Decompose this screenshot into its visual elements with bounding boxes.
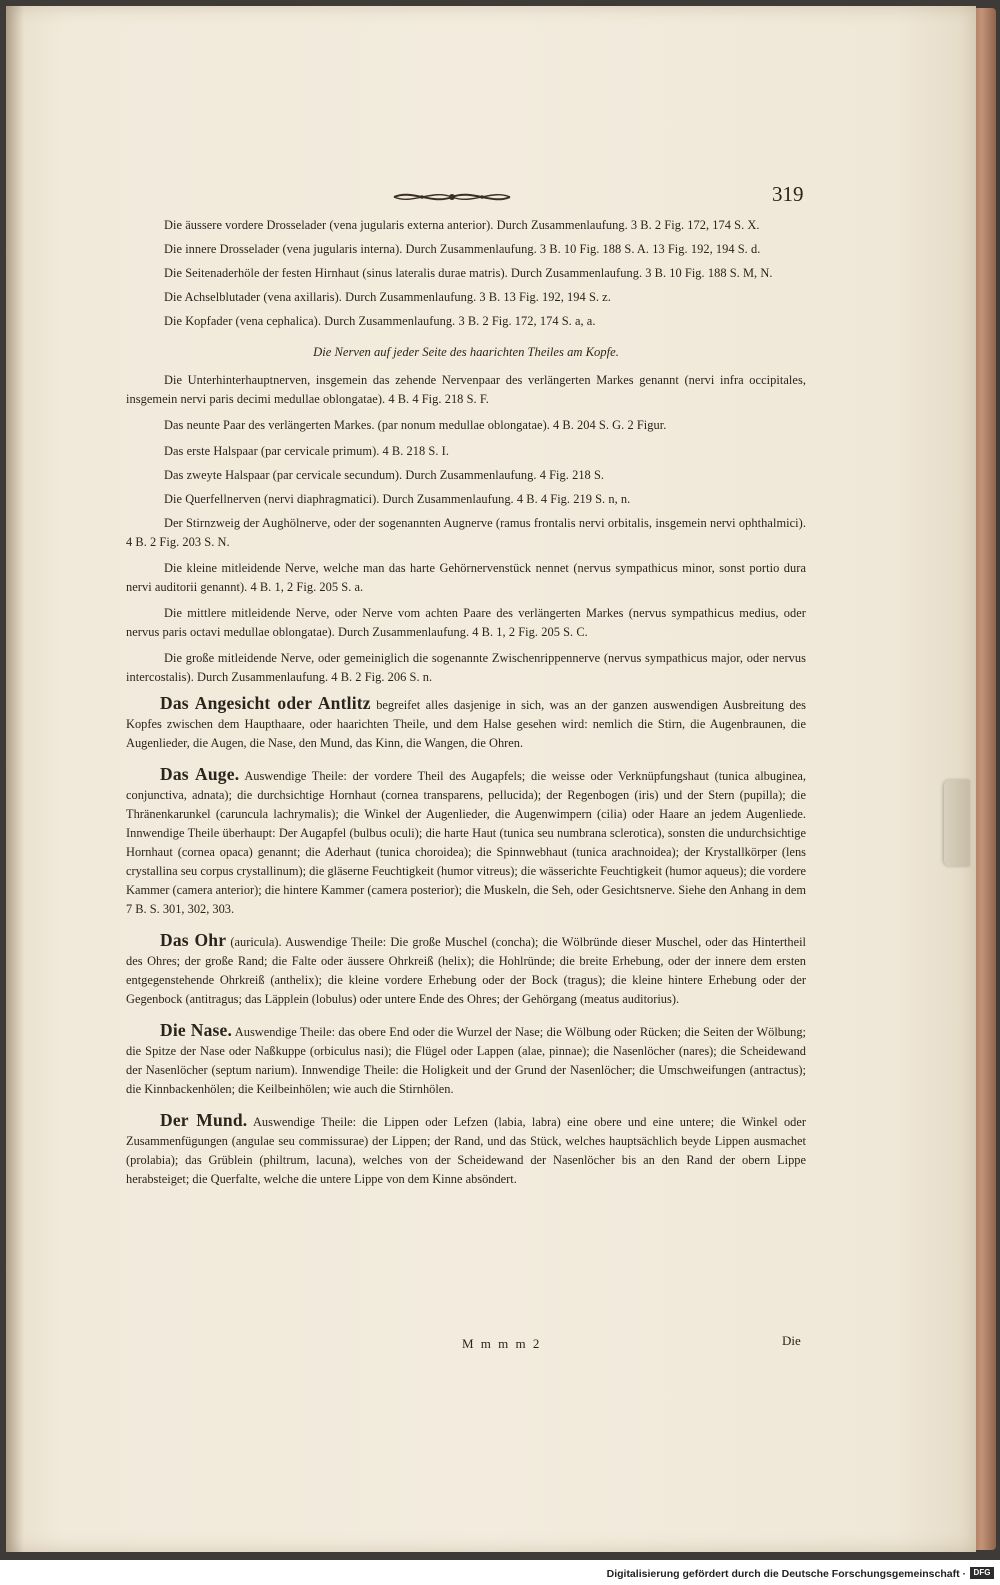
section-heading: Der Mund. — [160, 1110, 248, 1130]
section-text: Auswendige Theile: die Lippen oder Lefzen (labia, labra) eine obere und eine untere; die Winkel oder Zusammenfügungen (angulae seu commissurae) der Lippen; der Rand, und das Stück, welches hauptsächlich beyde Lippen ausmachet (prolabia); das Grüblein (philtrum, lacuna), welches von der Scheidewand der Nasenlöcher bis an den Rand der obern Lippe herabsteiget; die Querfalte, welche die untere Lippe von dem Kinne absöndert. — [126, 1115, 806, 1186]
page-content — [126, 216, 806, 1201]
section-heading: Das Angesicht oder Antlitz — [160, 693, 371, 713]
nerve-entry: Das zweyte Halspaar (par cervicale secundum). Durch Zusammenlaufung. 4 Fig. 218 S. — [164, 468, 605, 482]
section-heading: Das Auge. — [160, 764, 240, 784]
section-nose — [126, 1021, 806, 1099]
vein-entry: Die innere Drosselader (vena jugularis interna). Durch Zusammenlaufung. 3 B. 10 Fig. 188 S. A. 13 Fig. 192, 194 S. d. — [164, 242, 761, 256]
header-ornament — [392, 188, 512, 206]
catchword: Die — [782, 1333, 801, 1348]
dfg-logo: DFG — [970, 1567, 994, 1579]
section-text: (auricula). Auswendige Theile: Die große Muschel (concha); die Wölbründe dieser Muschel, oder das Hintertheil des Ohres; der große Rand; die Falte oder äussere Ohrkreiß (helix); die Hohlründe; die breite Erhebung, oder der innere dem ersten entgegenstehende Ohrkreiß (anthelix); die kleine vordere Erhebung oder der Bock (tragus); die kleine hintere Erhebung oder der Gegenbock (antitragus; das Läpplein (lobulus) oder untere Ende des Ohres; der Gehörgang (meatus auditorius). — [126, 935, 806, 1006]
nerve-entry: Das neunte Paar des verlängerten Markes. (par nonum medullae oblongatae). 4 B. 204 S. G. 2 Figur. — [164, 418, 667, 432]
vein-entry: Die Kopfader (vena cephalica). Durch Zusammenlaufung. 3 B. 2 Fig. 172, 174 S. a, a. — [164, 314, 596, 328]
vein-entry: Die Achselblutader (vena axillaris). Durch Zusammenlaufung. 3 B. 13 Fig. 192, 194 S. z. — [164, 290, 611, 304]
nerve-entry: Das erste Halspaar (par cervicale primum). 4 B. 218 S. I. — [164, 444, 449, 458]
nerve-entry: Die Querfellnerven (nervi diaphragmatici). Durch Zusammenlaufung. 4 B. 4 Fig. 219 S. n, n. — [164, 492, 631, 506]
vein-entry: Die Seitenaderhöle der festen Hirnhaut (sinus lateralis durae matris). Durch Zusammenlaufung. 3 B. 10 Fig. 188 S. M, N. — [164, 266, 773, 280]
nerves-section-title: Die Nerven auf jeder Seite des haarichten Theiles am Kopfe. — [313, 345, 619, 359]
section-text: Auswendige Theile: das obere End oder die Wurzel der Nase; die Wölbung oder Rücken; die Seiten der Wölbung; die Spitze der Nase oder Naßkuppe (orbiculus nasi); die Flügel oder Lappen (alae, pinnae); die Nasenlöcher (nares); die Scheidewand der Nasenlöcher (septum narium). Innwendige Theile: die Holigkeit und der Grund der Nasenlöcher; die Umschweifungen (antractus); die Kinnbackenhölen; die Keilbeinhölen; wie auch die Stirnhölen. — [126, 1025, 806, 1096]
page-number: 319 — [772, 182, 804, 206]
binding-shadow — [6, 6, 24, 1552]
section-heading: Das Ohr — [160, 930, 227, 950]
vein-entry: Die äussere vordere Drosselader (vena jugularis externa anterior). Durch Zusammenlaufung. 3 B. 2 Fig. 172, 174 S. X. — [164, 218, 760, 232]
section-face — [126, 694, 806, 753]
nerve-entry: Der Stirnzweig der Aughölnerve, oder der sogenannten Augnerve (ramus frontalis nervi orbitalis, insgemein nervi ophthalmici). 4 B. 2 Fig. 203 S. N. — [126, 516, 806, 549]
nerve-entry: Die Unterhinterhauptnerven, insgemein das zehende Nervenpaar des verlängerten Markes genannt (nervi infra occipitales, insgemein nervi paris decimi medullae oblongatae). 4 B. 4 Fig. 218 S. F. — [126, 373, 806, 406]
section-heading: Die Nase. — [160, 1020, 233, 1040]
nerve-entry: Die mittlere mitleidende Nerve, oder Nerve vom achten Paare des verlängerten Markes (nervus sympathicus medius, oder nervus paris octavi medullae oblongatae). Durch Zusammenlaufung. 4 B. 1, 2 Fig. 205 S. C. — [126, 606, 806, 639]
bookmark-tab — [944, 780, 970, 866]
section-mouth — [126, 1111, 806, 1189]
section-text: Auswendige Theile: der vordere Theil des Augapfels; die weisse oder Verknüpfungshaut (tunica albuginea, conjunctiva, adnata); die durchsichtige Hornhaut (cornea transparens, pellucida); der Regenbogen (iris) und der Stern (pupilla); die Thränenkarunkel (caruncula lachrymalis); die Winkel der Augenlieder, die Augenwimpern (cilia) oder Haare an jedem Augenliede. Innwendige Theile überhaupt: Der Augapfel (bulbus oculi); die harte Haut (tunica seu numbrana sclerotica), sonsten die undurchsichtige Hornhaut (cornea opaca) genannt; die Aderhaut (tunica choroidea); die Spinnwebhaut (tunica arachnoidea); der Krystallkörper (lens crystallina seu corpus crystallinum); die gläserne Feuchtigkeit (humor vitreus); die wässerichte Feuchtigkeit (humor aqueus); die vordere Kammer (camera anterior); die hintere Kammer (camera posterior); die Muskeln, die Seh, oder Gesichtsnerve. Siehe den Anhang in dem 7 B. S. 301, 302, 303. — [126, 769, 806, 916]
section-eye — [126, 765, 806, 919]
printer-signature: M m m m 2 — [462, 1336, 542, 1351]
section-ear — [126, 931, 806, 1009]
nerve-entry: Die kleine mitleidende Nerve, welche man das harte Gehörnervenstück nennet (nervus sympathicus minor, sonst portio dura nervi auditorii genannt). 4 B. 1, 2 Fig. 205 S. a. — [126, 561, 806, 594]
section-text: begreifet alles dasjenige in sich, was an der ganzen auswendigen Ausbreitung des Kopfes zwischen dem Haupthaare, oder haarichten Theile, und dem Halse gesehen wird: nemlich die Stirn, die Augenbraunen, die Augenlieder, die Augen, die Nase, den Mund, das Kinn, die Wangen, die Ohren. — [126, 698, 806, 750]
funding-credit: Digitalisierung gefördert durch die Deutsche Forschungsgemeinschaft · — [606, 1568, 966, 1580]
nerve-entry: Die große mitleidende Nerve, oder gemeiniglich die sogenannte Zwischenrippennerve (nervus sympathicus major, oder nervus intercostalis). Durch Zusammenlaufung. 4 B. 2 Fig. 206 S. n. — [126, 651, 806, 684]
